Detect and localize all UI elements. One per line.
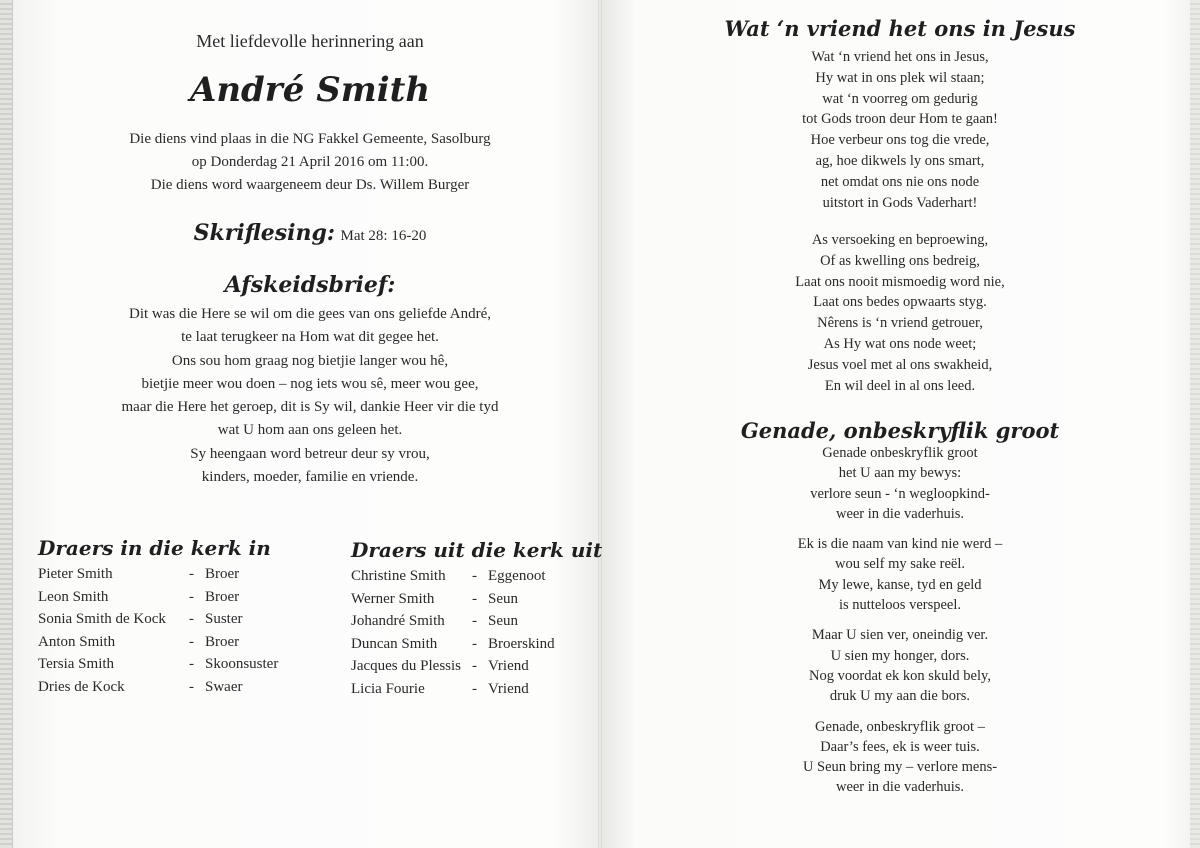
hymn-line: weer in die vaderhuis. [835, 505, 965, 522]
bearer-dash: - [472, 635, 477, 652]
bearer-name: Tersia Smith [38, 656, 115, 673]
bearer-name: Werner Smith [351, 590, 435, 607]
hymn-line: is nutteloos verspeel. [838, 597, 962, 614]
hymn2-body [700, 443, 1100, 808]
farewell-letter-title: Afskeidsbrief: [224, 272, 396, 298]
bearer-dash: - [189, 588, 194, 605]
letter-line: Ons sou hom graag nog bietjie langer wou hê, [171, 352, 449, 369]
hymn-line: U sien my honger, dors. [830, 647, 970, 664]
bearer-relation: Broerskind [488, 635, 555, 652]
table-row [38, 656, 308, 679]
bearer-name: Leon Smith [38, 588, 109, 605]
bearer-name: Jacques du Plessis [351, 658, 461, 675]
letter-line: Dit was die Here se wil om die gees van ons geliefde André, [129, 306, 491, 322]
bearer-dash: - [189, 566, 194, 582]
hymn-line: En wil deel in al ons leed. [824, 377, 976, 394]
hymn-line: net omdat ons nie ons node [820, 173, 980, 190]
bearers-in-title: Draers in die kerk in [38, 536, 271, 560]
center-fold [598, 0, 602, 848]
table-row [38, 634, 308, 657]
bearer-relation: Broer [205, 633, 240, 650]
hymn-line: weer in die vaderhuis. [835, 779, 965, 796]
table-row [38, 679, 308, 702]
letter-line: bietjie meer wou doen – nog iets wou sê, meer wou gee, [141, 375, 479, 392]
letter-line: kinders, moeder, familie en vriende. [201, 469, 419, 486]
service-line: Die diens word waargeneem deur Ds. Willem Burger [150, 177, 470, 193]
hymn-line: Laat ons nooit mismoedig word nie, [795, 273, 1005, 290]
hymn-stanza [700, 534, 1100, 615]
hymn-line: uitstort in Gods Vaderhart! [822, 194, 978, 211]
farewell-letter [95, 303, 525, 489]
hymn-stanza [700, 443, 1100, 524]
hymn-line: U Seun bring my – verlore mens- [802, 759, 998, 776]
table-row [38, 566, 308, 589]
bearer-relation: Seun [488, 613, 518, 630]
bearer-relation: Eggenoot [488, 568, 546, 584]
page-edge-left [0, 0, 12, 848]
hymn-line: My lewe, kanse, tyd en geld [818, 576, 982, 593]
scripture-reading [100, 220, 520, 246]
hymn2-title: Genade, onbeskryflik groot [740, 418, 1060, 443]
page-edge-right [1190, 0, 1200, 848]
table-row [351, 658, 591, 681]
hymn-line: Genade, onbeskryflik groot – [815, 718, 985, 735]
hymn-stanza [700, 625, 1100, 706]
letter-line: wat U hom aan ons geleen het. [217, 422, 403, 439]
table-row [38, 611, 308, 634]
bearer-dash: - [472, 568, 477, 584]
bearer-name: Christine Smith [351, 568, 446, 584]
bearer-relation: Suster [205, 611, 243, 628]
letter-line: maar die Here het geroep, dit is Sy wil, dankie Heer vir die tyd [121, 399, 499, 416]
bearer-relation: Vriend [488, 658, 529, 675]
hymn-line: Ek is die naam van kind nie werd – [797, 536, 1003, 553]
bearers-in-list [38, 566, 308, 702]
bearer-dash: - [189, 611, 194, 628]
bearers-out-title: Draers uit die kerk uit [351, 538, 603, 562]
bearer-name: Pieter Smith [38, 566, 113, 582]
intro-text: Met liefdevolle herinnering aan [196, 31, 424, 51]
table-row [351, 568, 591, 591]
hymn-line: Genade onbeskryflik groot [822, 445, 978, 461]
hymn-line: wou self my sake reël. [834, 556, 966, 573]
bearer-relation: Broer [205, 566, 240, 582]
bearer-name: Sonia Smith de Kock [38, 611, 166, 628]
bearer-dash: - [189, 678, 194, 695]
hymn-line: het U aan my bewys: [838, 465, 962, 482]
bearer-relation: Skoonsuster [205, 656, 279, 673]
bearer-name: Anton Smith [38, 633, 116, 650]
hymn-line: Of as kwelling ons bedreig, [820, 252, 980, 269]
bearer-dash: - [472, 680, 477, 697]
bearer-relation: Broer [205, 588, 240, 605]
bearer-dash: - [472, 658, 477, 675]
reading-reference: Mat 28: 16-20 [340, 228, 427, 244]
hymn-line: tot Gods troon deur Hom te gaan! [802, 111, 998, 128]
service-details [100, 128, 520, 197]
bearer-relation: Vriend [488, 680, 529, 697]
table-row [38, 589, 308, 612]
hymn-line: As versoeking en beproewing, [811, 232, 989, 248]
hymn-line: verlore seun - ‘n wegloopkind- [810, 485, 990, 502]
hymn-line: druk U my aan die bors. [829, 688, 971, 705]
hymn-line: Nêrens is ‘n vriend getrouer, [817, 315, 983, 332]
table-row [351, 681, 591, 704]
letter-line: te laat terugkeer na Hom wat dit gegee het. [181, 329, 439, 346]
hymn-line: Daar’s fees, ek is weer tuis. [820, 738, 980, 755]
table-row [351, 613, 591, 636]
bearer-dash: - [472, 590, 477, 607]
hymn-line: wat ‘n voorreg om gedurig [822, 90, 978, 107]
reading-title: Skriflesing: [193, 220, 335, 246]
hymn1-verse1 [700, 47, 1100, 213]
hymn1-title: Wat ‘n vriend het ons in Jesus [724, 16, 1076, 41]
service-line: op Donderdag 21 April 2016 om 11:00. [191, 154, 429, 170]
bearer-dash: - [472, 613, 477, 630]
bearer-dash: - [189, 656, 194, 673]
table-row [351, 636, 591, 659]
hymn-stanza [700, 717, 1100, 798]
hymn1-verse2 [700, 230, 1100, 396]
bearer-relation: Seun [488, 590, 518, 607]
bearer-name: Duncan Smith [351, 635, 438, 652]
table-row [351, 591, 591, 614]
hymn-line: As Hy wat ons node weet; [823, 335, 977, 352]
hymn-line: Nog voordat ek kon skuld bely, [809, 667, 991, 684]
bearer-name: Dries de Kock [38, 678, 125, 695]
hymn-line: Wat ‘n vriend het ons in Jesus, [811, 49, 989, 65]
bearer-dash: - [189, 633, 194, 650]
bearers-out-list [351, 568, 591, 704]
hymn-line: Maar U sien ver, oneindig ver. [811, 627, 989, 644]
deceased-name: André Smith [189, 70, 431, 110]
bearer-relation: Swaer [205, 678, 243, 695]
hymn-line: Hy wat in ons plek wil staan; [815, 69, 985, 86]
hymn-line: Laat ons bedes opwaarts styg. [813, 294, 987, 311]
hymn-line: ag, hoe dikwels ly ons smart, [815, 152, 985, 169]
service-line: Die diens vind plaas in die NG Fakkel Gemeente, Sasolburg [129, 131, 491, 147]
hymn-line: Hoe verbeur ons tog die vrede, [810, 132, 990, 149]
bearer-name: Johandré Smith [351, 613, 445, 630]
hymn-line: Jesus voel met al ons swakheid, [807, 356, 993, 373]
bearer-name: Licia Fourie [351, 680, 425, 697]
letter-line: Sy heengaan word betreur deur sy vrou, [190, 445, 430, 462]
